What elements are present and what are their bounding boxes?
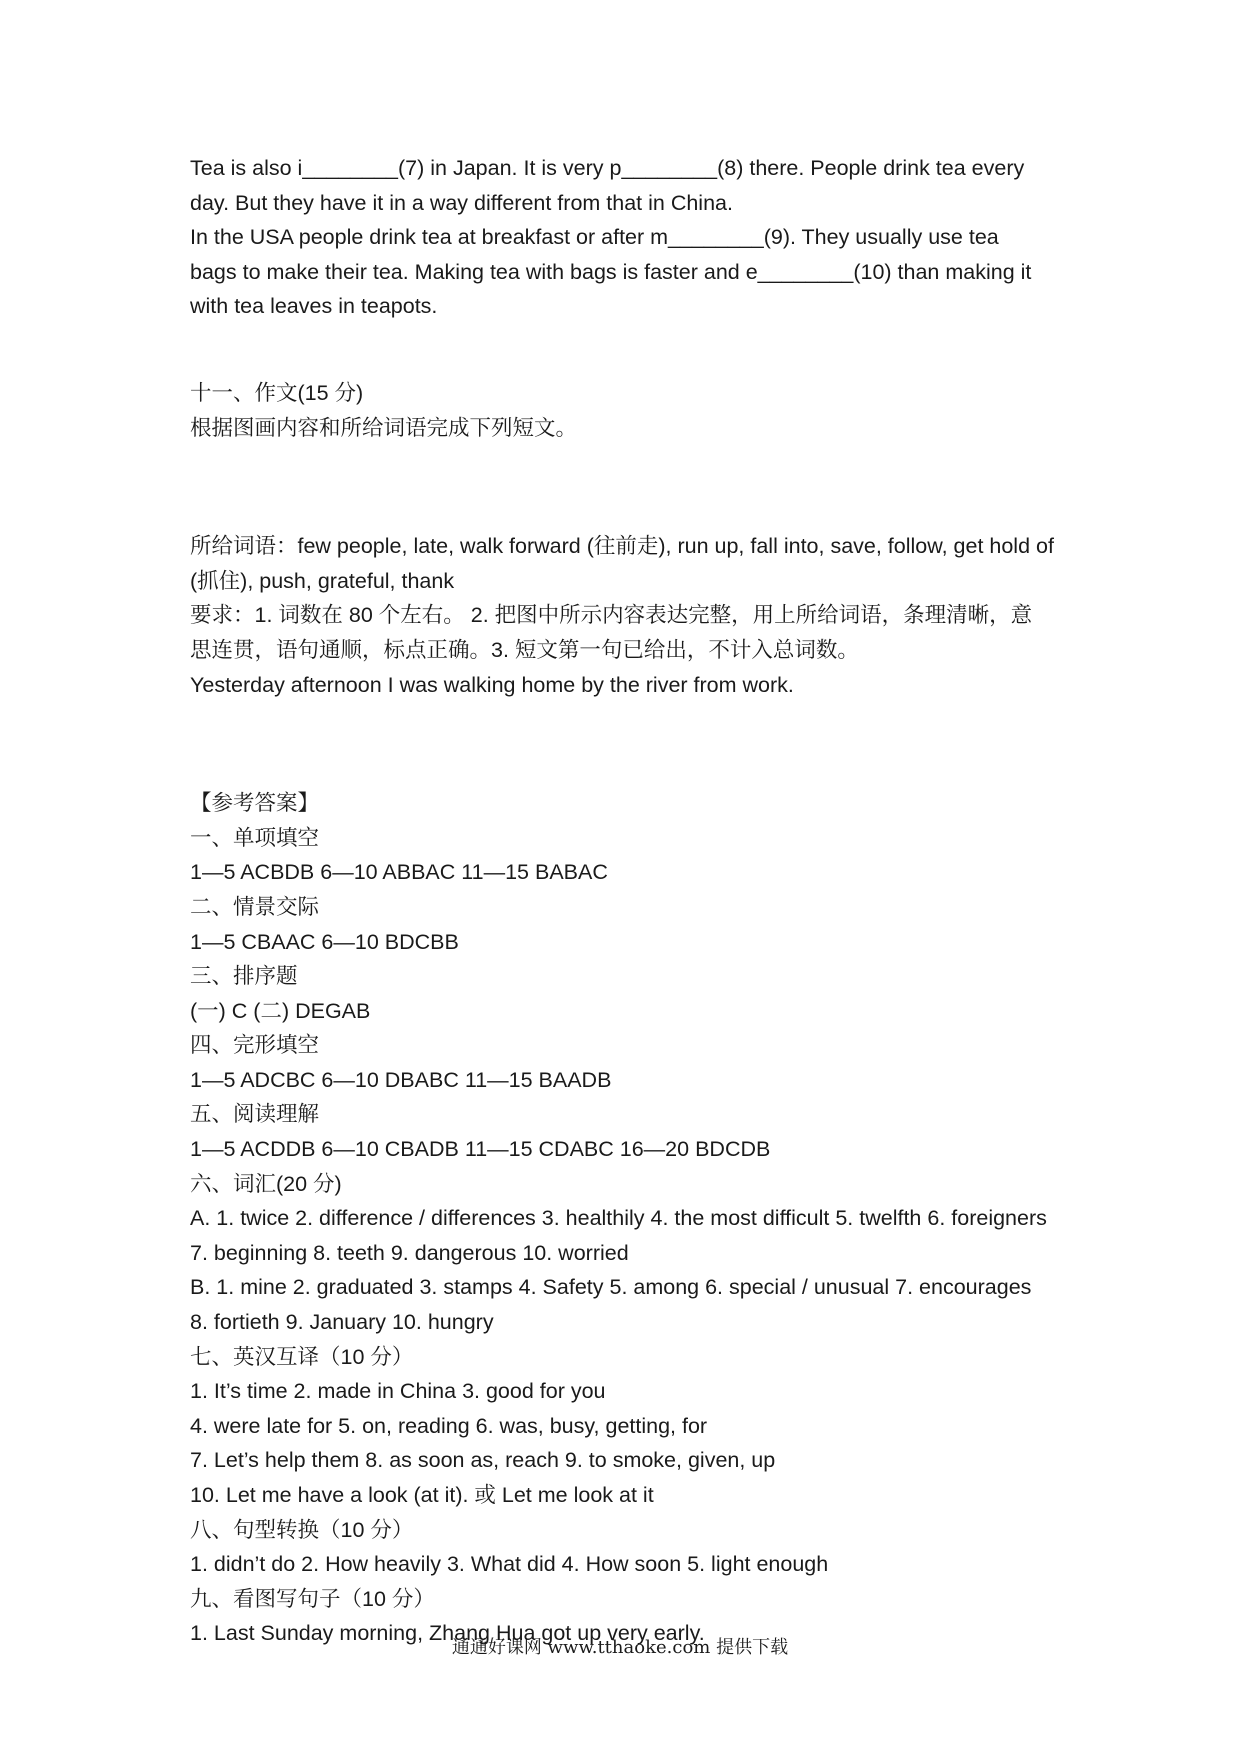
passage-line: In the USA people drink tea at breakfast or after m________(9). They usually use tea	[190, 225, 999, 250]
answer-line: 1—5 ACBDB 6—10 ABBAC 11—15 BABAC	[190, 860, 608, 885]
spacer	[190, 324, 1070, 376]
answer-line: 五、阅读理解	[190, 1102, 320, 1127]
requirements-line: 思连贯，语句通顺，标点正确。3. 短文第一句已给出，不计入总词数。	[190, 637, 859, 662]
passage-line: with tea leaves in teapots.	[190, 294, 438, 319]
answer-line: 1. Last Sunday morning, Zhang Hua got up very early.	[190, 1621, 705, 1646]
answer-key-title: 【参考答案】	[190, 791, 320, 816]
first-sentence: Yesterday afternoon I was walking home by the river from work.	[190, 672, 794, 697]
section-heading: 十一、作文(15 分)	[190, 380, 364, 405]
page-footer: 通通好课网 www.tthaoke.com 提供下载	[451, 1637, 789, 1658]
answer-line: 六、词汇(20 分)	[190, 1171, 342, 1196]
answer-key-section	[190, 786, 1070, 1651]
answer-line: 三、排序题	[190, 964, 298, 989]
instruction-text: 根据图画内容和所给词语完成下列短文。	[190, 415, 578, 440]
answer-line: 10. Let me have a look (at it). 或 Let me look at it	[190, 1483, 654, 1507]
answer-line: B. 1. mine 2. graduated 3. stamps 4. Safety 5. among 6. special / unusual 7. encourages	[190, 1275, 1032, 1300]
answer-line: 1. didn’t do 2. How heavily 3. What did 4. How soon 5. light enough	[190, 1552, 829, 1577]
given-words-line: (抓住), push, grateful, thank	[190, 568, 455, 593]
answer-line: 九、看图写句子（10 分）	[190, 1586, 435, 1611]
document-page	[190, 151, 1070, 1651]
answer-line: 1—5 ADCBC 6—10 DBABC 11—15 BAADB	[190, 1067, 612, 1092]
answer-line: 八、句型转换（10 分）	[190, 1517, 414, 1542]
answer-line: 四、完形填空	[190, 1033, 320, 1058]
passage-line: bags to make their tea. Making tea with bags is faster and e________(10) than making it	[190, 259, 1032, 284]
answer-line: 一、单项填空	[190, 825, 320, 850]
answer-line: 4. were late for 5. on, reading 6. was, busy, getting, for	[190, 1413, 708, 1438]
answer-line: 8. fortieth 9. January 10. hungry	[190, 1310, 494, 1335]
passage-line: day. But they have it in a way different from that in China.	[190, 190, 733, 215]
answer-line: 1—5 ACDDB 6—10 CBADB 11—15 CDABC 16—20 BDCDB	[190, 1137, 771, 1162]
passage-line: Tea is also i________(7) in Japan. It is very p________(8) there. People drink tea every	[190, 156, 1025, 180]
answer-line: 二、情景交际	[190, 894, 320, 919]
answer-line: (一) C (二) DEGAB	[190, 998, 371, 1023]
given-words-line: 所给词语：few people, late, walk forward (往前走), run up, fall into, save, follow, get hold of	[190, 534, 1054, 559]
spacer	[190, 445, 1070, 529]
answer-line: 1. It’s time 2. made in China 3. good for you	[190, 1379, 606, 1404]
answer-line: 1—5 CBAAC 6—10 BDCBB	[190, 929, 459, 954]
requirements-line: 要求：1. 词数在 80 个左右。 2. 把图中所示内容表达完整，用上所给词语，条理清晰，意	[190, 603, 1033, 628]
answer-line: 七、英汉互译（10 分）	[190, 1344, 414, 1369]
spacer	[190, 702, 1070, 786]
reading-passage	[190, 151, 1070, 324]
answer-line: A. 1. twice 2. difference / differences 3. healthily 4. the most difficult 5. twelfth 6. foreigners	[190, 1206, 1047, 1231]
answer-line: 7. beginning 8. teeth 9. dangerous 10. worried	[190, 1240, 629, 1265]
composition-section	[190, 376, 1070, 702]
answer-line: 7. Let’s help them 8. as soon as, reach 9. to smoke, given, up	[190, 1448, 776, 1473]
